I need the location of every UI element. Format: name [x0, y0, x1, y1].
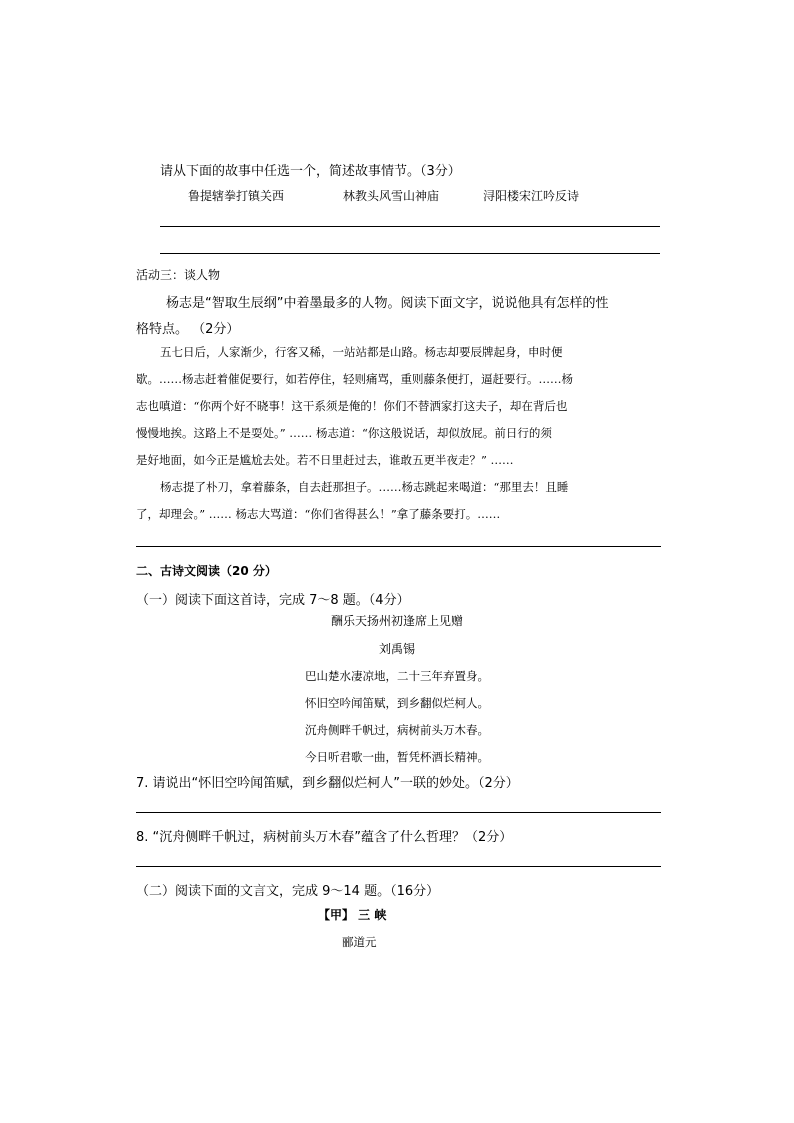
activity-question-line: 格特点。 （2分）	[136, 322, 240, 337]
excerpt-line: 志也嗔道：“你两个好不晓事！这干系须是俺的！你们不替洒家打这夫子，却在背后也	[136, 399, 568, 413]
story-option-3: 浔阳楼宋江吟反诗	[483, 189, 580, 203]
excerpt-line: 慢慢地挨。这路上不是耍处。” …… 杨志道：“你这般说话，却似放屁。前日行的须	[136, 426, 552, 440]
prose-title: 【甲】 三 峡	[318, 908, 387, 922]
poem-author: 刘禹锡	[378, 642, 415, 656]
poem-line: 今日听君歌一曲，暂凭杯酒长精神。	[305, 750, 489, 764]
part-two-instruction: （二）阅读下面的文言文，完成 9～14 题。（16分）	[136, 884, 440, 899]
answer-line	[160, 253, 660, 254]
question-8: 8. “沉舟侧畔千帆过，病树前头万木春”蕴含了什么哲理？（2分）	[136, 830, 513, 845]
answer-line	[136, 812, 661, 813]
answer-line	[136, 866, 661, 867]
activity-heading: 活动三：谈人物	[136, 268, 221, 282]
poem-line: 巴山楚水凄凉地，二十三年弃置身。	[305, 669, 489, 683]
section-heading: 二、古诗文阅读（20 分）	[136, 564, 277, 578]
question-7: 7. 请说出“怀旧空吟闻笛赋，到乡翻似烂柯人”一联的妙处。（2分）	[136, 776, 519, 791]
poem-line: 怀旧空吟闻笛赋，到乡翻似烂柯人。	[305, 696, 489, 710]
answer-line	[160, 226, 660, 227]
excerpt-line: 五七日后，人家渐少，行客又稀，一站站都是山路。杨志却要辰牌起身，申时便	[160, 345, 563, 359]
story-option-1: 鲁提辖拳打镇关西	[188, 189, 285, 203]
excerpt-line: 是好地面，如今正是尴尬去处。若不日里赶过去，谁敢五更半夜走？” ……	[136, 453, 514, 467]
excerpt-line: 了，却理会。” …… 杨志大骂道：“你们省得甚么！”拿了藤条要打。……	[136, 507, 501, 521]
story-task-prompt: 请从下面的故事中任选一个，简述故事情节。（3分）	[160, 164, 461, 179]
poem-line: 沉舟侧畔千帆过，病树前头万木春。	[305, 723, 489, 737]
poem-title: 酬乐天扬州初逢席上见赠	[330, 614, 463, 628]
activity-question-line: 杨志是“智取生辰纲”中着墨最多的人物。阅读下面文字，说说他具有怎样的性	[166, 296, 609, 311]
excerpt-line: 歇。……杨志赶着催促要行，如若停住，轻则痛骂，重则藤条便打，逼赶要行。……杨	[136, 372, 573, 386]
prose-author: 郦道元	[342, 935, 377, 949]
part-one-instruction: （一）阅读下面这首诗，完成 7～8 题。（4分）	[136, 593, 410, 608]
excerpt-line: 杨志提了朴刀，拿着藤条，自去赶那担子。……杨志跳起来喝道：“那里去！且睡	[160, 480, 569, 494]
story-option-2: 林教头风雪山神庙	[343, 189, 440, 203]
section-divider	[136, 546, 661, 547]
